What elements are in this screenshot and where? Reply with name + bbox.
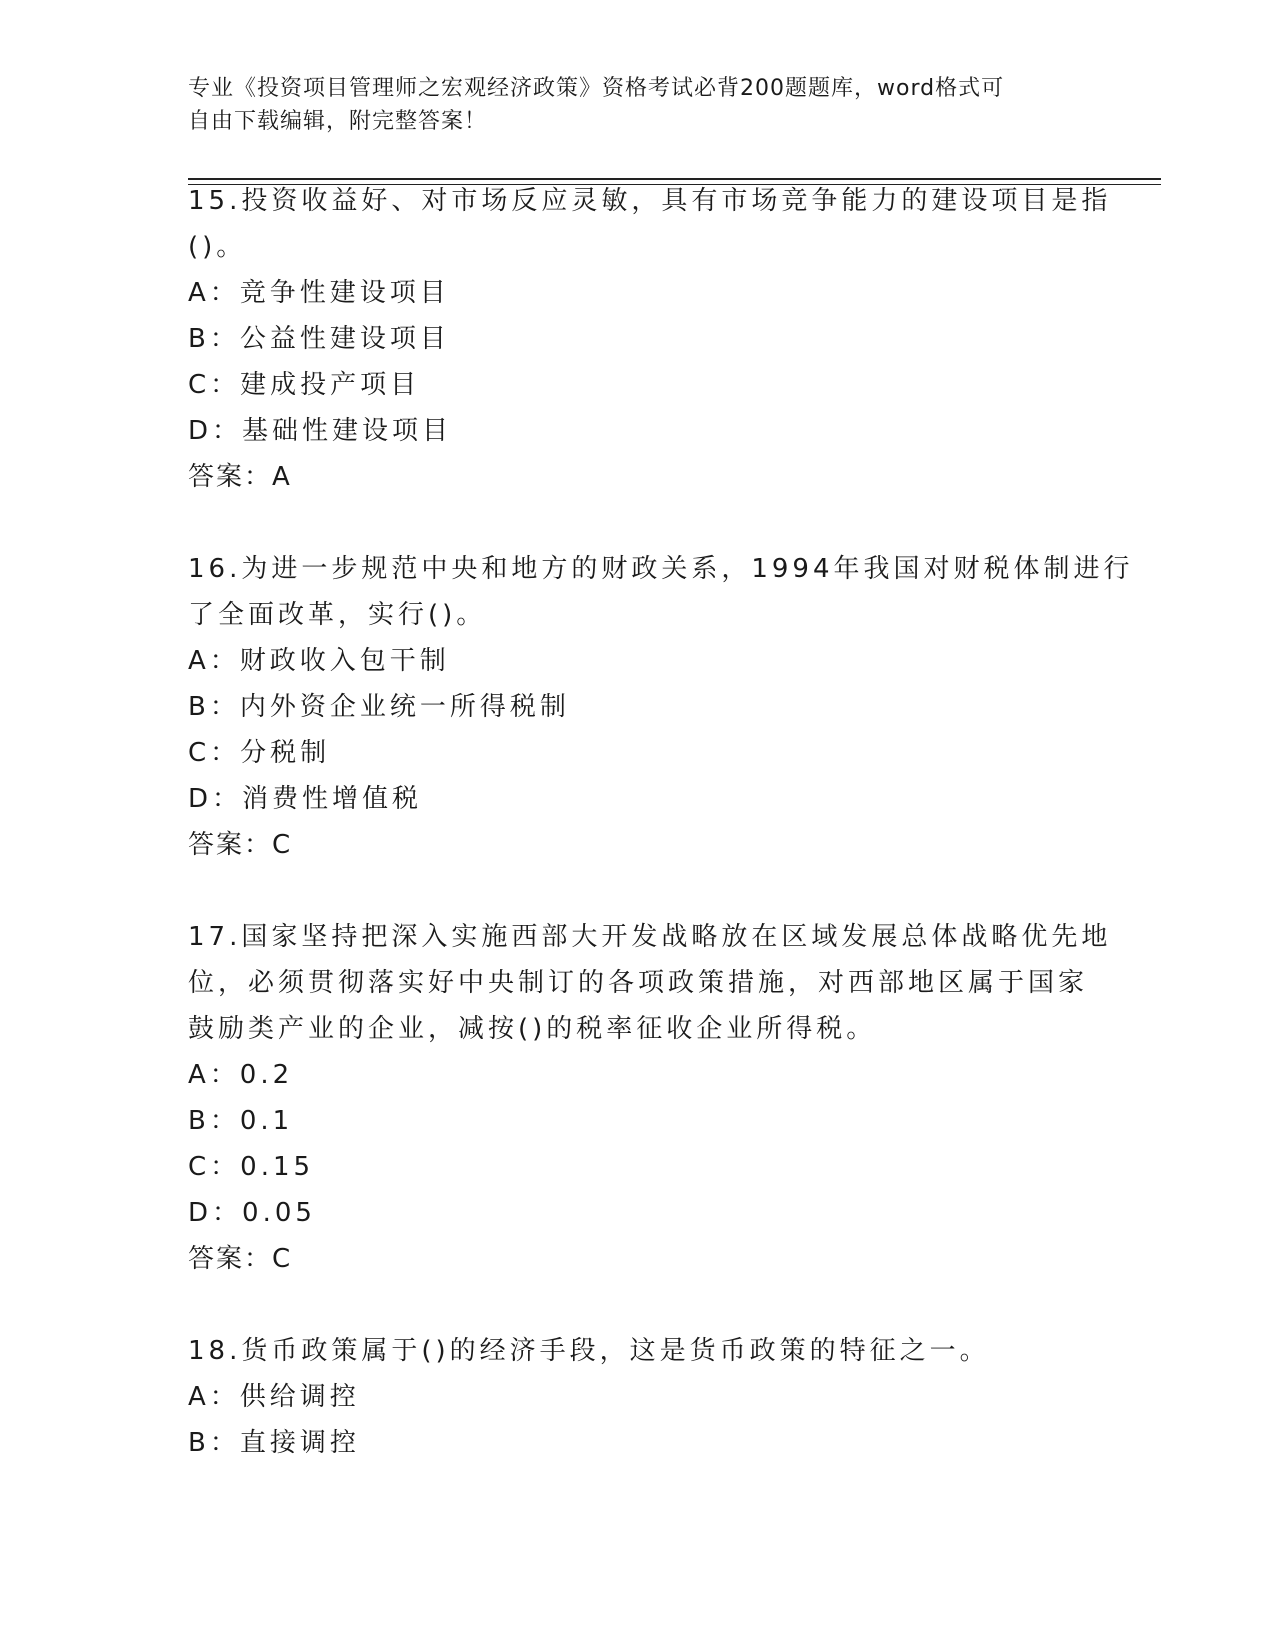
question-stem-line: 位，必须贯彻落实好中央制订的各项政策措施，对西部地区属于国家 [188, 968, 1089, 998]
option-a: A：竞争性建设项目 [188, 278, 450, 308]
question-stem-line: 18.货币政策属于()的经济手段，这是货币政策的特征之一。 [188, 1336, 990, 1366]
header-line-1: 专业《投资项目管理师之宏观经济政策》资格考试必背200题题库，word格式可 [188, 76, 1005, 101]
question-stem-line: 15.投资收益好、对市场反应灵敏，具有市场竞争能力的建设项目是指 [188, 186, 1112, 216]
option-c: C：0.15 [188, 1152, 315, 1182]
option-a: A：供给调控 [188, 1382, 360, 1412]
option-b: B：公益性建设项目 [188, 324, 450, 354]
answer: 答案：C [188, 830, 293, 860]
option-a: A：0.2 [188, 1060, 294, 1090]
header-line-2: 自由下载编辑，附完整答案！ [188, 109, 488, 134]
question-17 [188, 914, 1112, 1282]
option-d: D：基础性建设项目 [188, 416, 453, 446]
question-stem-line: 16.为进一步规范中央和地方的财政关系，1994年我国对财税体制进行 [188, 554, 1134, 584]
option-b: B：0.1 [188, 1106, 294, 1136]
question-stem-line: 17.国家坚持把深入实施西部大开发战略放在区域发展总体战略优先地 [188, 922, 1112, 952]
question-16 [188, 546, 1134, 868]
question-stem-line: 了全面改革，实行()。 [188, 600, 487, 630]
option-a: A：财政收入包干制 [188, 646, 450, 676]
option-d: D：消费性增值税 [188, 784, 423, 814]
answer: 答案：A [188, 462, 292, 492]
option-c: C：建成投产项目 [188, 370, 421, 400]
option-c: C：分税制 [188, 738, 331, 768]
question-15 [188, 178, 1112, 500]
option-b: B：内外资企业统一所得税制 [188, 692, 570, 722]
option-d: D：0.05 [188, 1198, 316, 1228]
answer: 答案：C [188, 1244, 293, 1274]
option-b: B：直接调控 [188, 1428, 360, 1458]
question-stem-line: 鼓励类产业的企业，减按()的税率征收企业所得税。 [188, 1014, 877, 1044]
question-18 [188, 1328, 1088, 1466]
question-stem-line: ()。 [188, 232, 247, 262]
document-header [188, 72, 1088, 138]
